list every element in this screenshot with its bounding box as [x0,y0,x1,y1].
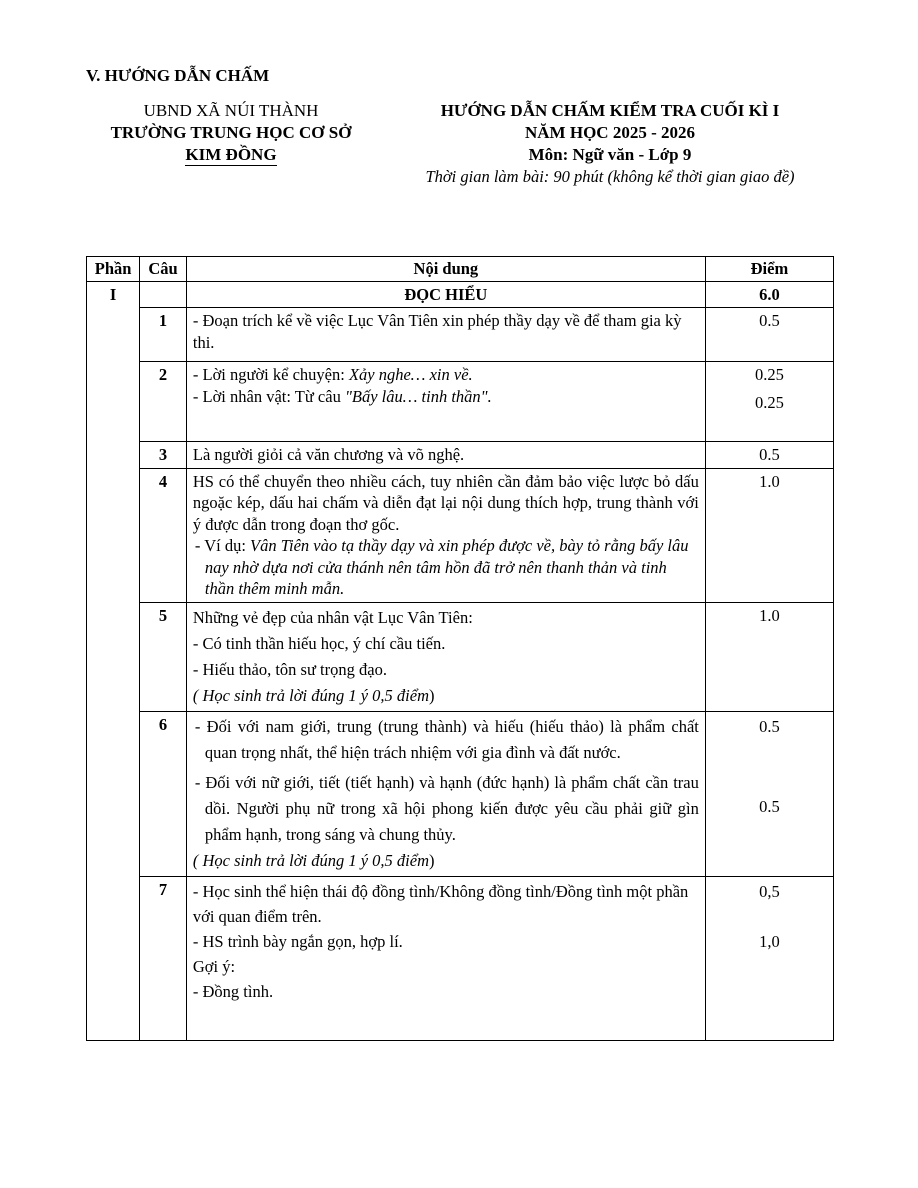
answer-content [186,308,705,362]
empty-cell [140,281,187,308]
table-row [87,468,834,602]
scoring-note: ( Học sinh trả lời đúng 1 ý 0,5 điểm) [192,685,435,705]
answer-point: - Hiếu thảo, tôn sư trọng đạo. [192,659,387,679]
narrator-quote: Xảy nghe… xin về. [348,365,473,384]
score-2: 0.25 [754,392,784,412]
answer-content [186,876,705,1040]
score-1: 0.5 [759,716,780,736]
section-heading: V. HƯỚNG DẪN CHẤM [86,66,270,85]
example-text: Vân Tiên vào tạ thầy dạy và xin phép được về, bày tỏ rằng bấy lâu nay nhờ dựa nơi cửa thánh nên tâm hồn đã trở nên thanh thản và tinh thần thêm minh mẫn. [204,536,689,598]
answer-score: 1.0 [705,602,833,711]
table-row-part [87,281,834,308]
question-number: 6 [140,711,187,876]
answer-content: Là người giỏi cả văn chương và võ nghệ. [186,442,705,469]
header-score: Điểm [705,257,833,282]
time-line: Thời gian làm bài: 90 phút (không kể thời gian giao đề) [425,167,795,186]
table-row [87,602,834,711]
question-number: 1 [140,308,187,362]
scoring-note: ( Học sinh trả lời đúng 1 ý 0,5 điểm) [192,850,435,870]
character-line [193,386,699,408]
header-content: Nội dung [186,257,705,282]
school-year: NĂM HỌC 2025 - 2026 [525,123,695,142]
part-score: 6.0 [705,281,833,308]
answer-content [186,711,705,876]
subject-line: Môn: Ngữ văn - Lớp 9 [528,145,692,164]
answer-score [705,362,833,442]
question-number: 3 [140,442,187,469]
answer-score: 0.5 [705,308,833,362]
answer-score [705,711,833,876]
score-2: 0.5 [759,796,780,816]
answer-point: - Học sinh thể hiện thái độ đồng tình/Không đồng tình/Đồng tình một phần với quan điểm trên. [192,881,689,926]
score-1: 0.25 [754,365,784,384]
answer-content [186,362,705,442]
answer-intro: Những vẻ đẹp của nhân vật Lục Vân Tiên: [192,607,473,627]
table-row [87,308,834,362]
answer-score: 1.0 [705,468,833,602]
question-number: 4 [140,468,187,602]
answer-point: - Có tinh thần hiếu học, ý chí cầu tiến. [192,633,446,653]
question-number: 2 [140,362,187,442]
answer-point: - HS trình bày ngắn gọn, hợp lí. [192,931,403,951]
answer-score [705,876,833,1040]
character-quote: "Bấy lâu… tinh thần". [344,386,492,406]
authority-name: UBND XÃ NÚI THÀNH [143,101,319,120]
header-question: Câu [140,257,187,282]
answer-point: - Đối với nữ giới, tiết (tiết hạnh) và hạnh (đức hạnh) là phẩm chất cần trau dồi. Người phụ nữ trong xã hội phong kiến được yêu cầu phải giữ gìn phẩm hạnh, trong sáng và chung thủy. [194,772,699,844]
table-row [87,711,834,876]
answer-content [186,602,705,711]
part-title: ĐỌC HIỂU [186,281,705,308]
school-name-line1: TRƯỜNG TRUNG HỌC CƠ SỞ [110,123,352,142]
answer-text: HS có thể chuyển theo nhiều cách, tuy nhiên cần đảm bảo việc lược bỏ dấu ngoặc kép, dấu hai chấm và diễn đạt lại nội dung thích hợp, trung thành với ý được dẫn trong đoạn thơ gốc. [192,471,699,534]
answer-score: 0.5 [705,442,833,469]
score-2: 1,0 [759,931,780,951]
example-label: - Ví dụ: [194,536,251,555]
hint-label: Gợi ý: [192,956,236,976]
school-name-line2: KIM ĐỒNG [185,145,277,164]
answer-content [186,468,705,602]
narrator-line [193,364,699,386]
exam-header [380,100,840,188]
answer-point: - Đối với nam giới, trung (trung thành) và hiếu (hiếu thảo) là phẩm chất quan trọng nhất, thể hiện trách nhiệm với gia đình và đất nước. [194,716,699,762]
table-row [87,442,834,469]
question-number: 7 [140,876,187,1040]
grading-table [86,256,834,1041]
answer-text: - Đoạn trích kể về việc Lục Vân Tiên xin phép thầy dạy về để tham gia kỳ thi. [192,311,682,352]
score-1: 0,5 [759,881,780,901]
table-row [87,362,834,442]
table-header-row [87,257,834,282]
narrator-label: - Lời người kể chuyện: [192,365,349,384]
table-row [87,876,834,1040]
school-header [86,100,376,166]
example-line [193,535,699,600]
question-number: 5 [140,602,187,711]
part-number: I [87,281,140,1040]
answer-point: - Đồng tình. [192,981,274,1001]
character-label: - Lời nhân vật: Từ câu [192,386,345,406]
document-title: HƯỚNG DẪN CHẤM KIỂM TRA CUỐI KÌ I [440,101,780,120]
header-part: Phần [87,257,140,282]
